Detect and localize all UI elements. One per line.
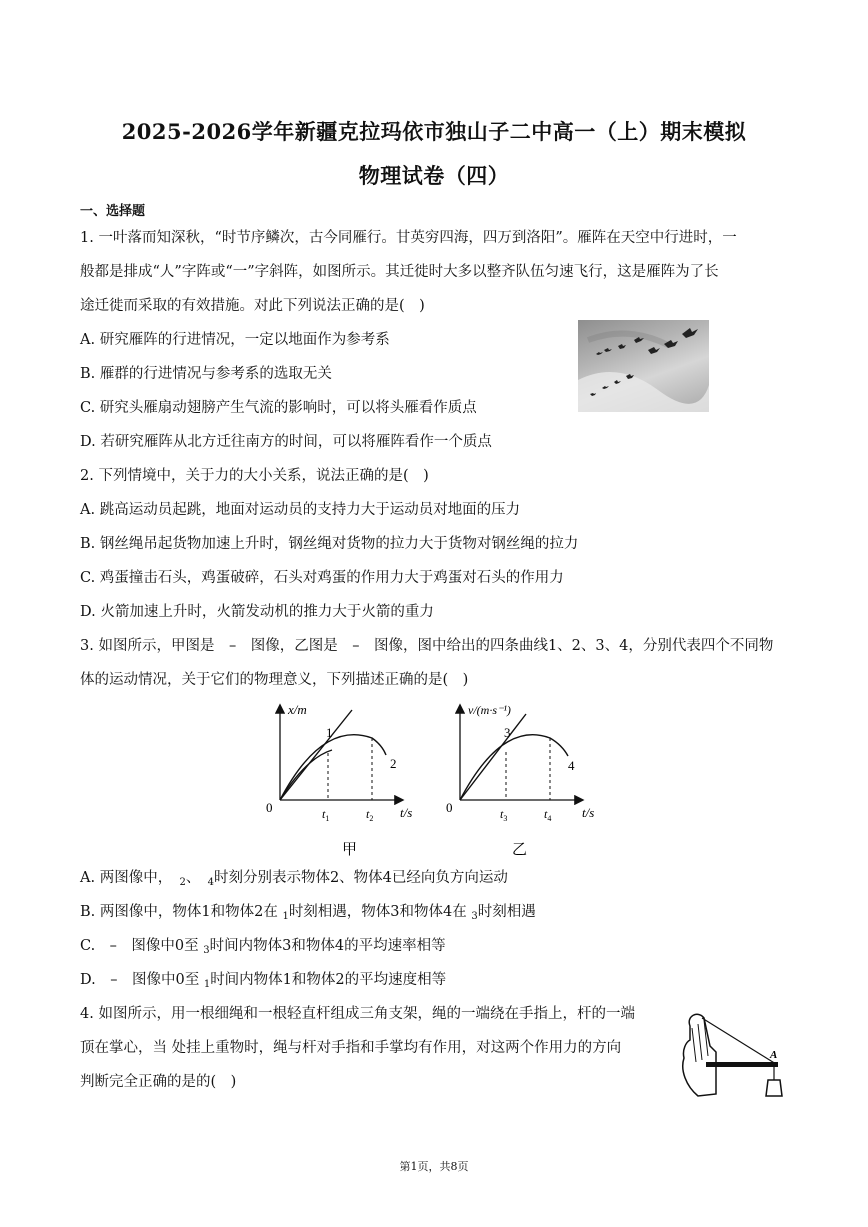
t3-label: $t_3$ <box>500 807 508 823</box>
q3-option-d: D. – 图像中0至 $_1$时间内物体1和物体2的平均速度相等 <box>80 972 447 990</box>
q3-option-a: A. 两图像中， $_2$、 $_4$时刻分别表示物体2、物体4已经向负方向运动 <box>80 870 508 888</box>
point-a-label: A <box>770 1049 778 1061</box>
q2-option-a: A. 跳高运动员起跳，地面对运动员的支持力大于运动员对地面的压力 <box>80 502 521 518</box>
rope-line <box>702 1018 776 1064</box>
hand-icon <box>683 1014 716 1096</box>
curve-3 <box>460 714 526 800</box>
q4-stem-line3: 判断完全正确的是的( ) <box>80 1074 237 1090</box>
curve-1 <box>280 710 352 800</box>
origin-label: 0 <box>446 800 453 815</box>
q3-stem-line1: 3. 如图所示，甲图是 – 图像，乙图是 – 图像，图中给出的四条曲线1、2、3、4，分别代表四个不同物 <box>80 638 774 654</box>
x-axis-label: t/s <box>400 805 413 820</box>
q4-stem-line1: 4. 如图所示，用一根细绳和一根轻直杆组成三角支架，绳的一端绕在手指上，杆的一端 <box>80 1006 635 1022</box>
q1-stem-line2: 般都是排成“人”字阵或“一”字斜阵，如图所示。其迁徙时大多以整齐队伍匀速飞行，这是雁阵为了长 <box>80 264 719 280</box>
exam-title-line1: 2025-2026学年新疆克拉玛依市独山子二中高一（上）期末模拟 <box>121 119 747 144</box>
curve-4-label: 4 <box>568 758 575 773</box>
curve-2-early <box>280 750 332 800</box>
curve-1-label: 1 <box>326 725 333 740</box>
y-axis-label: x/m <box>288 702 307 717</box>
q1-stem-line3: 途迁徙而采取的有效措施。对此下列说法正确的是( ) <box>80 298 425 314</box>
t2-label: $t_2$ <box>366 807 374 823</box>
q1-option-d: D. 若研究雁阵从北方迁往南方的时间，可以将雁阵看作一个质点 <box>80 434 492 450</box>
q1-option-c: C. 研究头雁扇动翅膀产生气流的影响时，可以将头雁看作质点 <box>80 400 477 416</box>
curve-2 <box>280 735 386 800</box>
curve-3-label: 3 <box>504 725 511 740</box>
exam-title-line2: 物理试卷（四） <box>358 163 510 188</box>
q2-option-b: B. 钢丝绳吊起货物加速上升时，钢丝绳对货物的拉力大于货物对钢丝绳的拉力 <box>80 536 579 552</box>
q1-stem-line1: 1. 一叶落而知深秋，“时节序鳞次，古今同雁行。甘英穷四海，四万到洛阳”。雁阵在天空中行进时，一 <box>80 230 737 246</box>
q2-stem: 2. 下列情境中，关于力的大小关系，说法正确的是( ) <box>80 468 429 484</box>
t4-label: $t_4$ <box>544 807 552 823</box>
weight-icon <box>766 1080 782 1096</box>
geese-photo <box>578 320 709 412</box>
origin-label: 0 <box>266 800 273 815</box>
q4-stem-line2: 顶在掌心，当 处挂上重物时，绳与杆对手指和手掌均有作用，对这两个作用力的方向 <box>80 1040 622 1056</box>
xt-graph <box>262 700 432 860</box>
q1-option-a: A. 研究雁阵的行进情况，一定以地面作为参考系 <box>80 332 390 348</box>
y-axis-label: v/(m·s⁻¹) <box>468 703 511 717</box>
section-heading: 一、选择题 <box>80 204 146 219</box>
q3-option-b: B. 两图像中，物体1和物体2在 $_1$时刻相遇，物体3和物体4在 $_3$时刻相遇 <box>80 904 536 922</box>
q3-stem-line2: 体的运动情况，关于它们的物理意义，下列描述正确的是( ) <box>80 672 469 688</box>
q2-option-d: D. 火箭加速上升时，火箭发动机的推力大于火箭的重力 <box>80 604 434 620</box>
t1-label: $t_1$ <box>322 807 330 823</box>
graph-caption-jia: 甲 <box>342 840 358 858</box>
curve-2-label: 2 <box>390 756 397 771</box>
rod <box>706 1062 778 1067</box>
x-axis-label: t/s <box>582 805 595 820</box>
q3-option-c: C. – 图像中0至 $_3$时间内物体3和物体4的平均速率相等 <box>80 938 446 956</box>
page-footer: 第1页，共8页 <box>399 1160 469 1173</box>
q2-option-c: C. 鸡蛋撞击石头，鸡蛋破碎，石头对鸡蛋的作用力大于鸡蛋对石头的作用力 <box>80 570 564 586</box>
hand-bracket-figure <box>676 1006 791 1102</box>
vt-graph <box>442 700 622 860</box>
curve-4 <box>460 735 568 800</box>
graph-caption-yi: 乙 <box>512 840 528 858</box>
q1-option-b: B. 雁群的行进情况与参考系的选取无关 <box>80 366 332 382</box>
